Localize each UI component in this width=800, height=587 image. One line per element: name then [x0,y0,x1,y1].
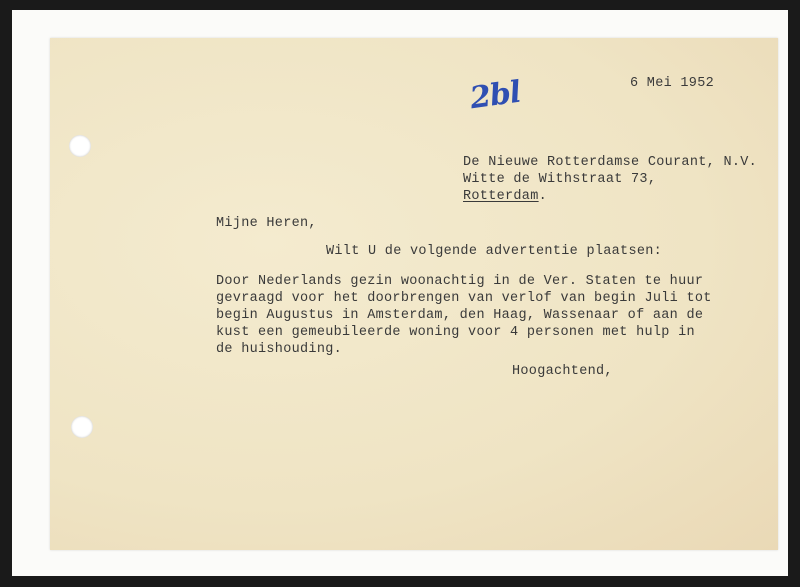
punch-hole-bottom [71,416,93,438]
punch-hole-top [69,135,91,157]
addressee-city-line [463,188,547,205]
addressee-block [463,154,758,239]
addressee-city-period: . [538,189,548,204]
body-line: de huishouding. [216,342,343,357]
addressee-city: Rotterdam [463,189,539,204]
salutation: Mijne Heren, [216,216,317,231]
body-line: gevraagd voor het doorbrengen van verlof van begin Juli tot [216,291,712,306]
letter-sheet [50,38,778,550]
body-line: kust een gemeubileerde woning voor 4 personen met hulp in [216,325,695,340]
addressee-line-1: De Nieuwe Rotterdamse Courant, N.V. [463,155,758,170]
body-line: Door Nederlands gezin woonachtig in de Ver. Staten te huur [216,274,704,289]
request-line: Wilt U de volgende advertentie plaatsen: [326,244,663,259]
letter-date: 6 Mei 1952 [630,76,715,91]
addressee-line-2: Witte de Withstraat 73, [463,172,657,187]
closing: Hoogachtend, [512,364,613,379]
body-line: begin Augustus in Amsterdam, den Haag, Wassenaar of aan de [216,308,704,323]
archive-mount [12,10,788,576]
handwritten-mark: 2bl [467,74,523,117]
